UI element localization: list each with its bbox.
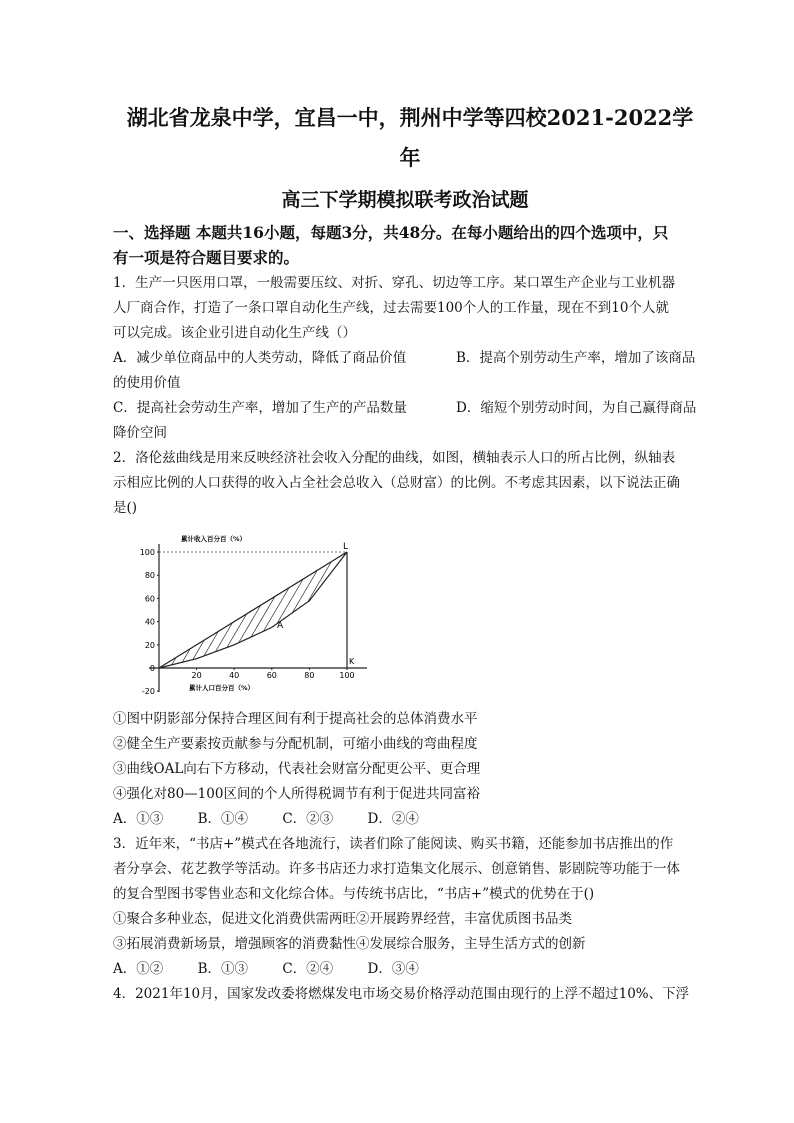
hatch-line	[169, 530, 269, 700]
q2-options: A．①③ B．①④ C．②③ D．②④	[113, 811, 419, 827]
point-l-label: L	[343, 542, 349, 552]
section-heading	[113, 220, 703, 270]
section-heading-line2: 有一项是符合题目要求的。	[113, 248, 300, 267]
q1-option-b: B．提高个别劳动生产率，增加了该商品	[456, 350, 696, 366]
x-tick-label: 80	[304, 671, 315, 680]
y-tick-label: 0	[149, 664, 155, 673]
y-tick-label: 20	[144, 640, 155, 650]
q2-stem-line2: 示相应比例的人口获得的收入占全社会总收入（总财富）的比例。不考虑其因素，以下说法正确	[113, 475, 680, 491]
hatch-line	[286, 530, 375, 700]
q3-items-3-4: ③拓展消费新场景，增强顾客的消费黏性④发展综合服务，主导生活方式的创新	[113, 936, 586, 952]
hatch-line	[250, 530, 350, 700]
q1-option-c: C．提高社会劳动生产率，增加了生产的产品数量	[113, 400, 407, 416]
y-tick-label: 80	[144, 571, 155, 581]
q2-item1: ①图中阴影部分保持合理区间有利于提高社会的总体消费水平	[113, 711, 478, 727]
y-tick-label: 40	[144, 617, 155, 627]
q2-stem-line3: 是()	[113, 500, 138, 516]
x-tick-label: 60	[266, 671, 277, 680]
q1-option-d: D．缩短个别劳动时间，为自己赢得商品	[456, 400, 697, 416]
q3-items-1-2: ①聚合多种业态，促进文化消费供需两旺②开展跨界经营，丰富优质图书品类	[113, 911, 572, 927]
exam-subtitle: 高三下学期模拟联考政治试题	[281, 189, 529, 211]
q3-stem-line2: 者分享会、花艺教学等活动。许多书店还力求打造集文化展示、创意销售、影剧院等功能于一体	[113, 861, 680, 877]
q1-stem-line3: 可以完成。该企业引进自动化生产线（）	[113, 325, 356, 341]
exam-title-line1-continued: 年	[399, 145, 421, 170]
hatch-line	[232, 530, 332, 700]
x-tick-label: 100	[339, 671, 355, 680]
hatch-line	[277, 530, 375, 700]
q1-option-b-cont: 的使用价值	[113, 375, 181, 391]
hatch-line	[241, 530, 341, 700]
x-axis-label: 累计人口百分百（%）	[189, 684, 255, 692]
y-tick-label: -20	[141, 687, 155, 697]
q3-options: A．①② B．①③ C．②④ D．③④	[113, 961, 419, 977]
q1-stem-line1: 1．生产一只医用口罩，一般需要压纹、对折、穿孔、切边等工序。某口罩生产企业与工业机器	[113, 275, 676, 291]
x-tick-label: 20	[191, 671, 202, 680]
q2-item4: ④强化对80—100区间的个人所得税调节有利于促进共同富裕	[113, 786, 480, 802]
q2-item3: ③曲线OAL向右下方移动，代表社会财富分配更公平、更合理	[113, 761, 481, 777]
point-k-label: K	[349, 657, 355, 666]
equality-line	[159, 552, 347, 668]
chart-title: 累计收入百分百（%）	[181, 535, 247, 543]
point-a-label: A	[277, 621, 284, 631]
exam-title-line1: 湖北省龙泉中学，宜昌一中，荆州中学等四校2021-2022学	[126, 105, 694, 130]
q3-stem-line1: 3．近年来，“书店+”模式在各地流行，读者们除了能阅读、购买书籍，还能参加书店推出的作	[113, 836, 674, 852]
y-tick-label: 100	[139, 548, 155, 557]
section-heading-line1: 一、选择题 本题共16小题，每题3分，共48分。在每小题给出的四个选项中，只	[113, 223, 669, 242]
y-tick-label: 60	[144, 594, 155, 604]
hatch-line	[358, 530, 375, 700]
q1-option-a: A．减少单位商品中的人类劳动，降低了商品价值	[113, 350, 407, 366]
x-tick-label: 40	[229, 671, 240, 680]
lorenz-curve-chart	[135, 530, 375, 700]
q2-stem-line1: 2．洛伦兹曲线是用来反映经济社会收入分配的曲线，如图，横轴表示人口的所占比例，纵轴表	[113, 450, 676, 466]
q4-stem-line1: 4．2021年10月，国家发改委将燃煤发电市场交易价格浮动范围由现行的上浮不超过10%、下浮	[113, 986, 690, 1002]
q1-option-d-cont: 降价空间	[113, 425, 167, 441]
hatch-line	[367, 530, 375, 700]
q1-stem-line2: 人厂商合作，打造了一条口罩自动化生产线，过去需要100个人的工作量，现在不到10个人就	[113, 300, 669, 316]
q3-stem-line3: 的复合型图书零售业态和文化综合体。与传统书店比，“书店+”模式的优势在于()	[113, 886, 595, 902]
q2-item2: ②健全生产要素按贡献参与分配机制，可缩小曲线的弯曲程度	[113, 736, 478, 752]
